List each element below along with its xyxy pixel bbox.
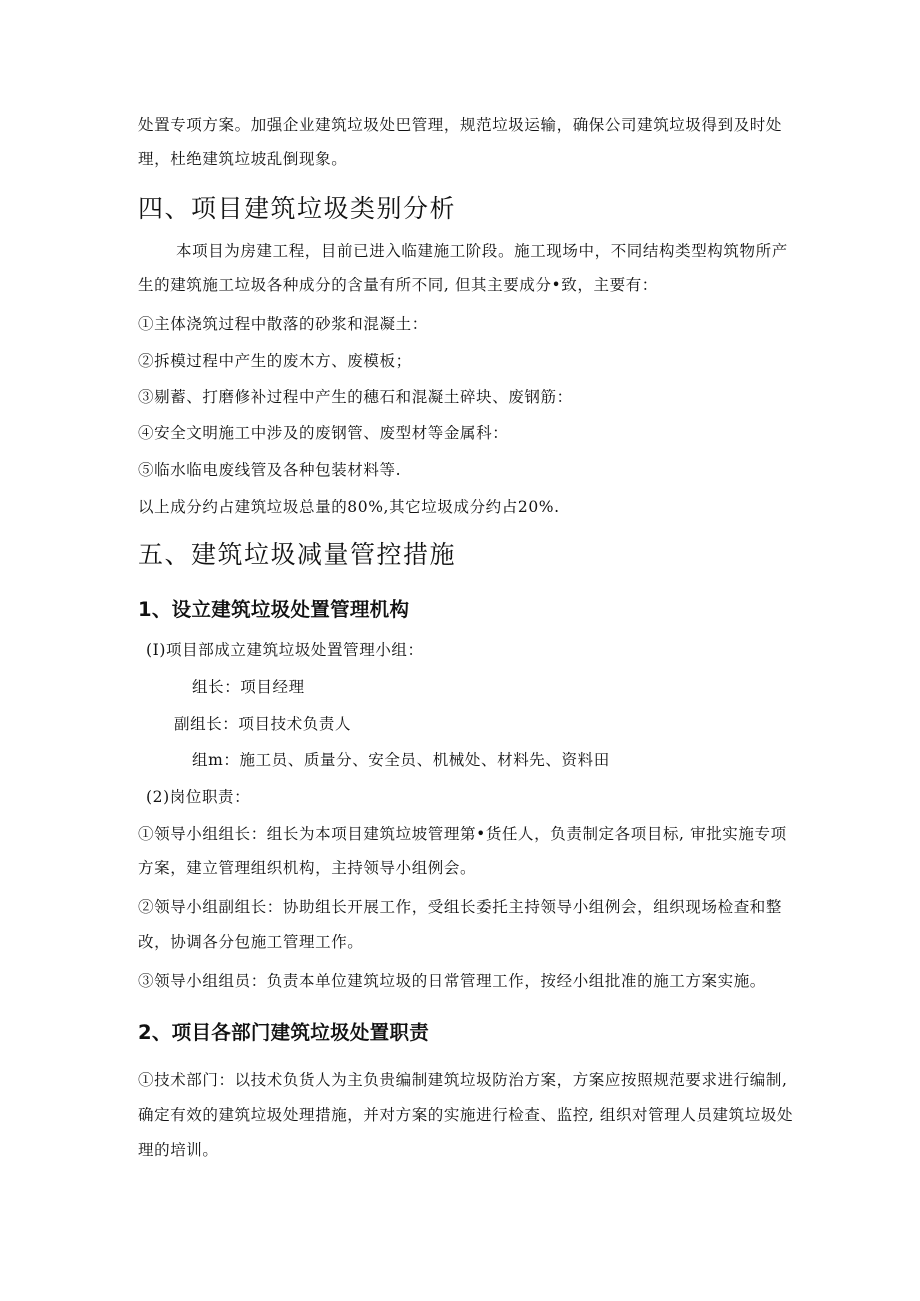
section-4-item-3: ③剔蓄、打磨修补过程中产生的穗石和混凝土碎块、废钢筋： [138,388,573,406]
group-leader: 组长：项目经理 [192,678,305,696]
sub2-line-3: 理的培训。 [138,1141,219,1159]
duty-line-5: ③领导小组组员：负责本单位建筑垃圾的日常管理工作，按经小组批准的施工方案实施。 [138,972,766,990]
section-4-summary: 以上成分约占建筑垃圾总量的80%,其它垃圾成分约占20%. [138,498,560,516]
section-4-paragraph-line-2: 生的建筑施工垃圾各种成分的含量有所不同, 但其主要成分•致，主要有： [138,276,658,294]
section-4-item-1: ①主体浇筑过程中散落的砂浆和混凝土： [138,315,428,333]
duty-line-2: 方案，建立管理组织机构，主持领导小组例会。 [138,859,477,877]
section-5-title: 五、建筑垃圾减量管控措施 [138,540,457,569]
section-4-paragraph-line-1: 本项目为房建工程，目前已进入临建施工阶段。施工现场中，不同结构类型构筑物所产 [176,242,788,260]
sub2-line-1: ①技术部门：以技术负货人为主负贵编制建筑垃圾防治方案，方案应按照规范要求进行编制, [138,1071,788,1089]
intro-line-2: 理，杜绝建筑垃坡乱倒现象。 [138,150,348,168]
group-members: 组m：施工员、质量分、安全员、机械处、材料先、资料田 [192,751,610,769]
section-4-item-4: ④安全文明施工中涉及的废钢管、废型材等金属科： [138,424,509,442]
sub2-line-2: 确定有效的建筑垃圾处理措施，并对方案的实施进行检查、监控, 组织对管理人员建筑垃圾处 [138,1106,794,1124]
subsection-1-title: 1、设立建筑垃圾处置管理机构 [138,598,410,621]
duty-line-1: ①领导小组组长：组长为本项目建筑垃坡管理第•货任人，负责制定各项目标, 审批实施专项 [138,825,787,843]
duty-line-4: 改，协调各分包施工管理工作。 [138,933,364,951]
group-intro: (I)项目部成立建筑垃圾处置管理小组： [146,641,424,659]
section-4-title: 四、项目建筑垃圾类别分析 [138,194,457,223]
subsection-2-title: 2、项目各部门建筑垃圾处置职责 [138,1021,430,1044]
duty-line-3: ②领导小组副组长：协助组长开展工作，受组长委托主持领导小组例会，组织现场检查和整 [138,898,783,916]
section-4-item-2: ②拆模过程中产生的废木方、废模板； [138,352,412,370]
group-vice-leader: 副组长：项目技术负责人 [174,715,352,733]
section-4-item-5: ⑤临水临电废线管及各种包装材料等. [138,461,402,479]
duties-intro: (2)岗位职责： [146,788,251,806]
intro-line-1: 处置专项方案。加强企业建筑垃圾处巴管理，规范垃圾运输，确保公司建筑垃圾得到及时处 [138,116,783,134]
